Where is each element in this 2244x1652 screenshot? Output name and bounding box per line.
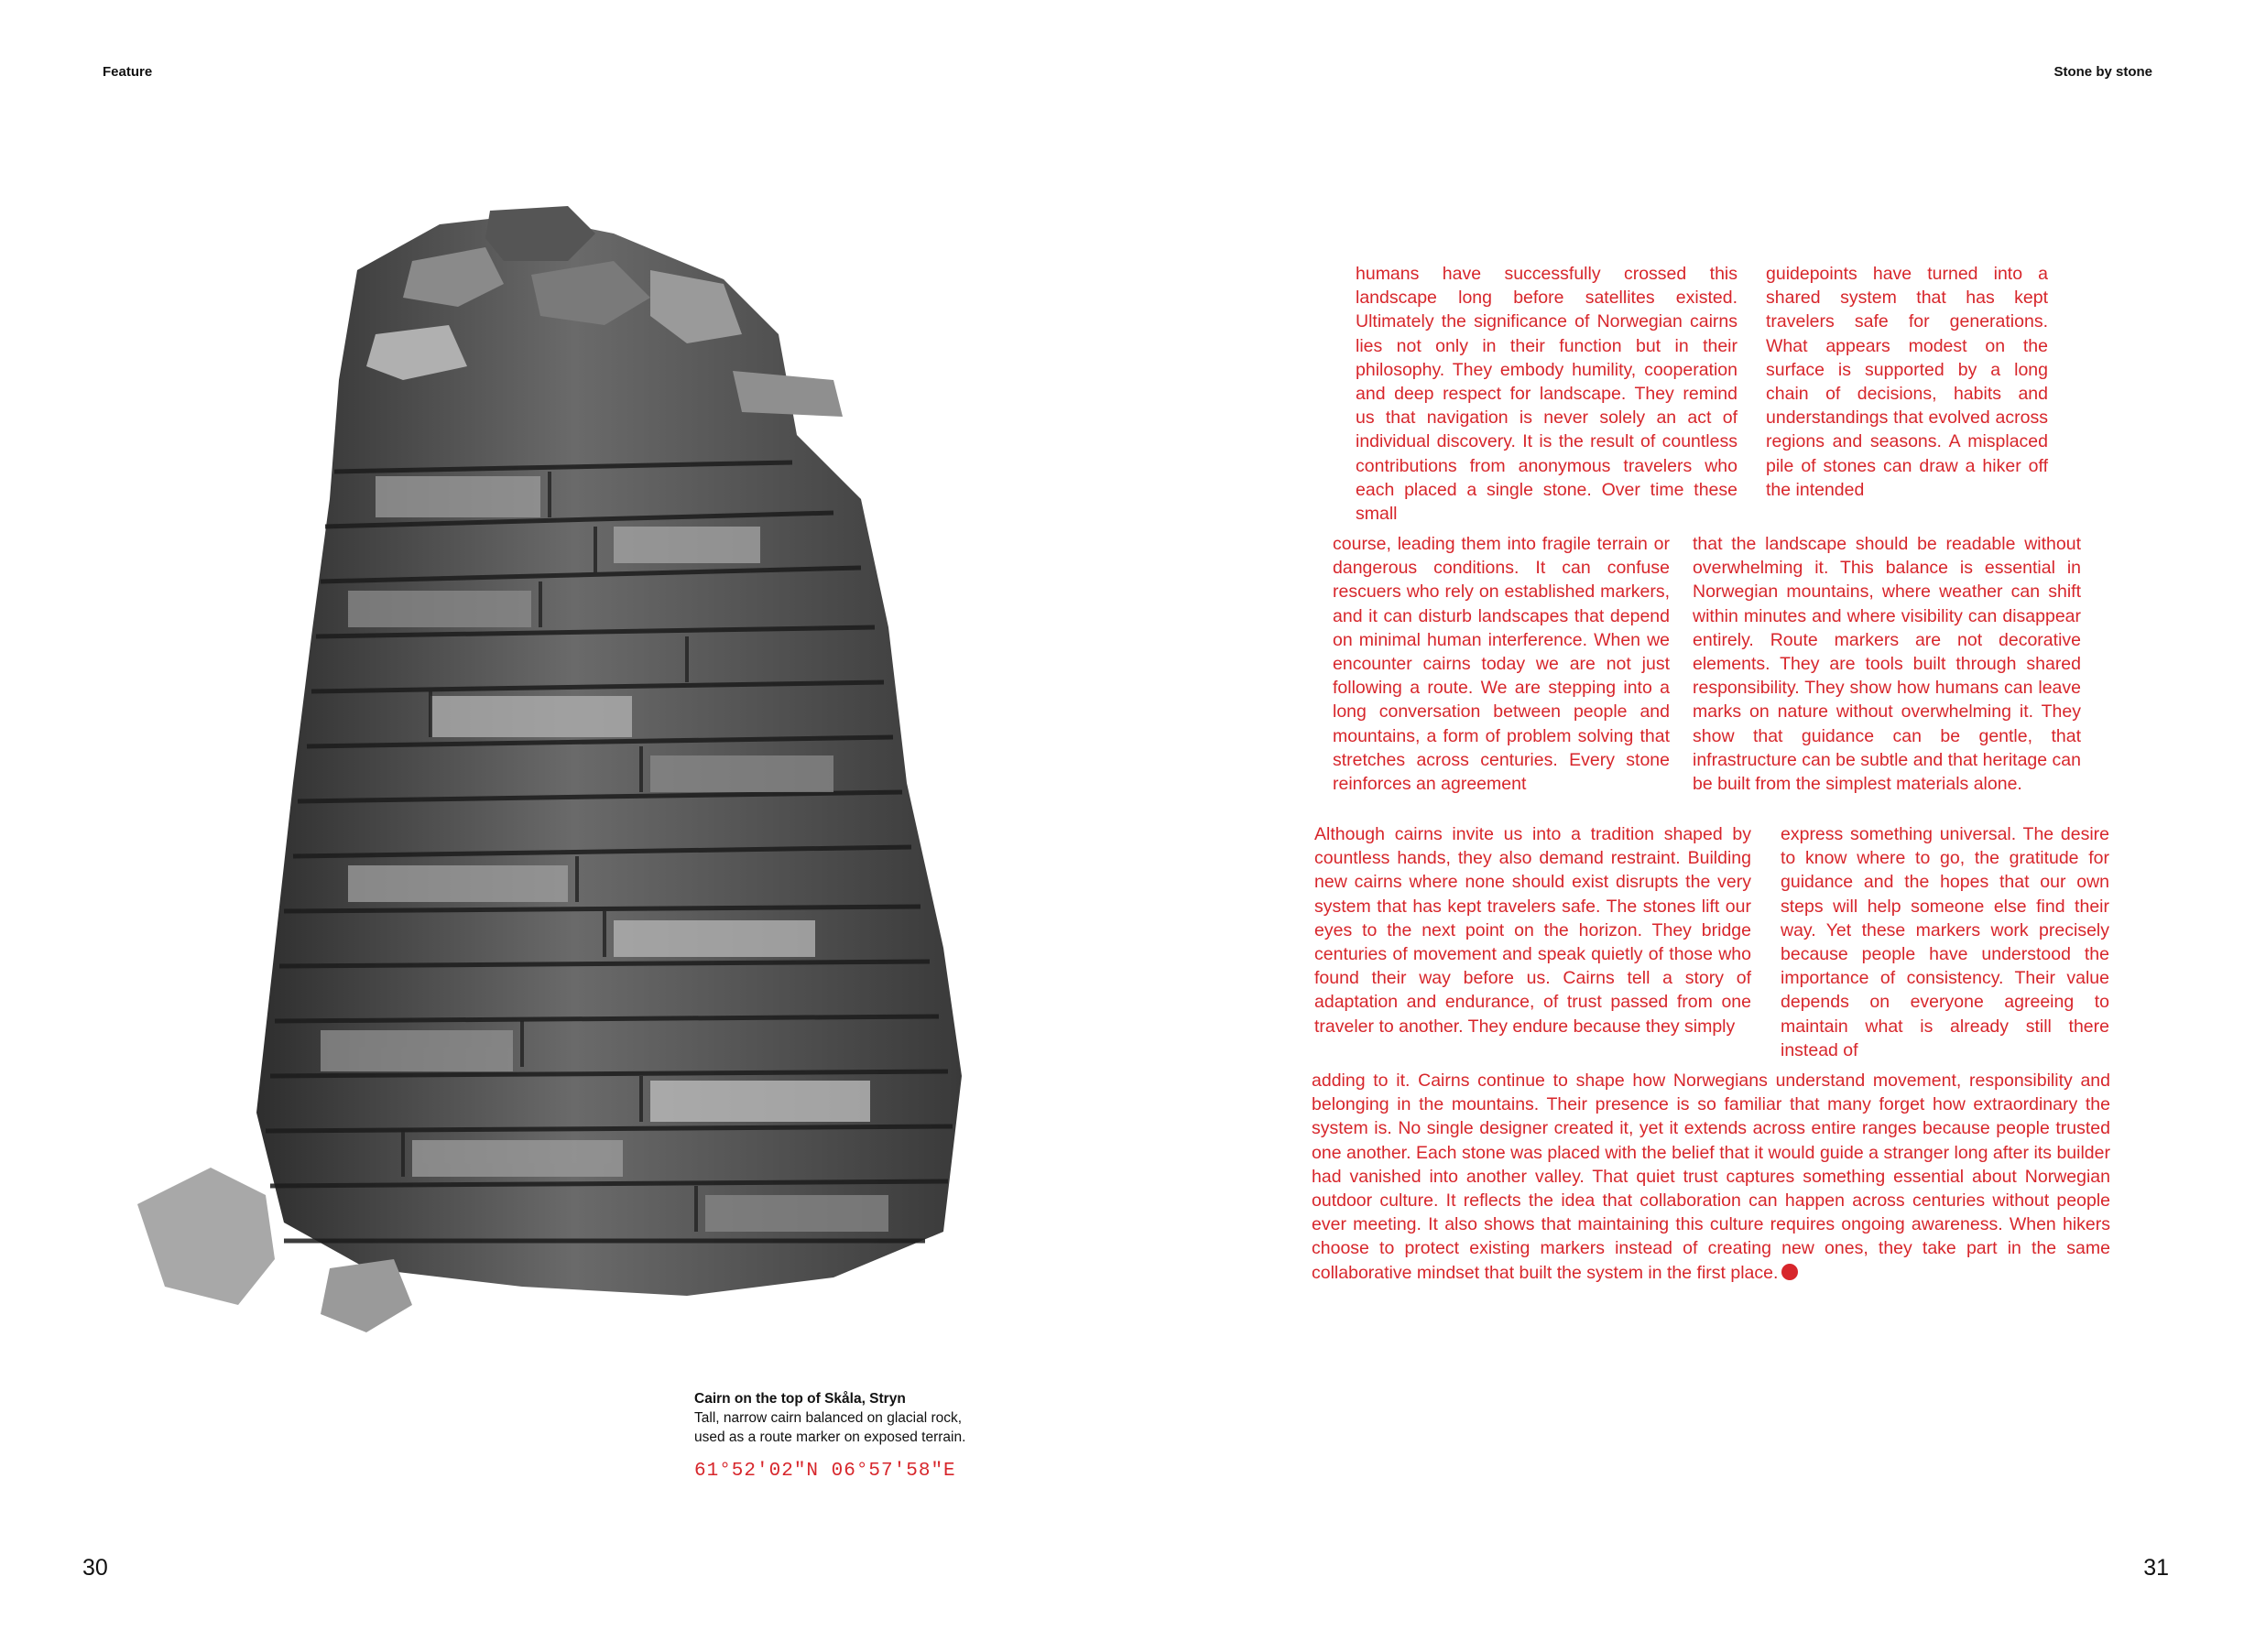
caption-title: Cairn on the top of Skåla, Stryn [694, 1391, 906, 1407]
paragraph: express something universal. The desire to know where to go, the gratitude for guidance and the hopes that our own steps will help someone else find their way. Yet these markers work precisely because people have understood the importance of consistency. Their value depends on everyone agreeing to maintain what is already still there instead of [1781, 824, 2109, 1060]
article-block-1-col-2 [1766, 262, 2048, 502]
cairn-photo [137, 197, 962, 1332]
article-block-3-col-1 [1314, 822, 1751, 1038]
page-number-right: 31 [2143, 1555, 2169, 1581]
article-block-4 [1312, 1069, 2110, 1285]
cairn-illustration [137, 197, 962, 1332]
paragraph: guidepoints have turned into a shared system that has kept travelers safe for generations. What appears modest on the surface is supported by a long chain of decisions, habits and understandings that evolved across regions and seasons. A misplaced pile of stones can draw a hiker off the intended [1766, 264, 2048, 500]
article-block-2-col-1 [1333, 532, 1670, 796]
paragraph-final [1312, 1069, 2110, 1285]
paragraph: humans have successfully crossed this landscape long before satellites existed. Ultimately the significance of Norwegian cairns lies not only in their function but in their philosophy. They embody humility, cooperation and deep respect for landscape. They remind us that navigation is never solely an act of individual discovery. It is the result of countless contributions from anonymous travelers who each placed a single stone. Over time these small [1356, 264, 1737, 525]
article-block-2-col-2 [1693, 532, 2081, 796]
paragraph: Although cairns invite us into a tradition shaped by countless hands, they also demand restraint. Building new cairns where none should exist disrupts the very system that has kept travelers safe. The stones lift our eyes to the next point on the horizon. They bridge centuries of movement and speak quietly of those who found their way before us. Cairns tell a story of adaptation and endurance, of trust passed from one traveler to another. They endure because they simply [1314, 824, 1751, 1037]
paragraph: course, leading them into fragile terrain or dangerous conditions. It can confuse rescuers who rely on established markers, and it can disturb landscapes that depend on minimal human interference. When we encounter cairns today we are not just following a route. We are stepping into a long conversation between people and mountains, a form of problem solving that stretches across centuries. Every stone reinforces an agreement [1333, 534, 1670, 795]
end-mark-dot-icon [1781, 1264, 1798, 1280]
photo-caption [694, 1389, 1024, 1481]
running-header-section: Feature [103, 64, 153, 80]
paragraph-final-text: adding to it. Cairns continue to shape how Norwegians understand movement, responsibility and belonging in the mountains. Their presence is so familiar that many forget how extraordinary the system is. No single designer created it, yet it extends across entire ranges because people trusted one another. Each stone was placed with the belief that it would guide a stranger long after its builder had vanished into another valley. That quiet trust captures something essential about Norwegian outdoor culture. It reflects the idea that collaboration can happen across centuries without people ever meeting. It also shows that maintaining this culture requires ongoing awareness. When hikers choose to protect existing markers instead of creating new ones, they take part in the same collaborative mindset that built the system in the first place. [1312, 1071, 2110, 1283]
caption-line-2: used as a route marker on exposed terrain. [694, 1429, 966, 1445]
article-block-3-col-2 [1781, 822, 2109, 1062]
page-number-left: 30 [82, 1555, 108, 1581]
article-block-1-col-1 [1356, 262, 1737, 526]
running-header-title: Stone by stone [2053, 64, 2152, 80]
caption-coordinates: 61°52′02″N 06°57′58″E [694, 1461, 956, 1482]
caption-line-1: Tall, narrow cairn balanced on glacial rock, [694, 1410, 963, 1426]
paragraph: that the landscape should be readable without overwhelming it. This balance is essential in Norwegian mountains, where weather can shift within minutes and where visibility can disappear entirely. Route markers are not decorative elements. They are tools built through shared responsibility. They show how humans can leave marks on nature without overwhelming it. They show that guidance can be gentle, that infrastructure can be subtle and that heritage can be built from the simplest materials alone. [1693, 534, 2081, 795]
